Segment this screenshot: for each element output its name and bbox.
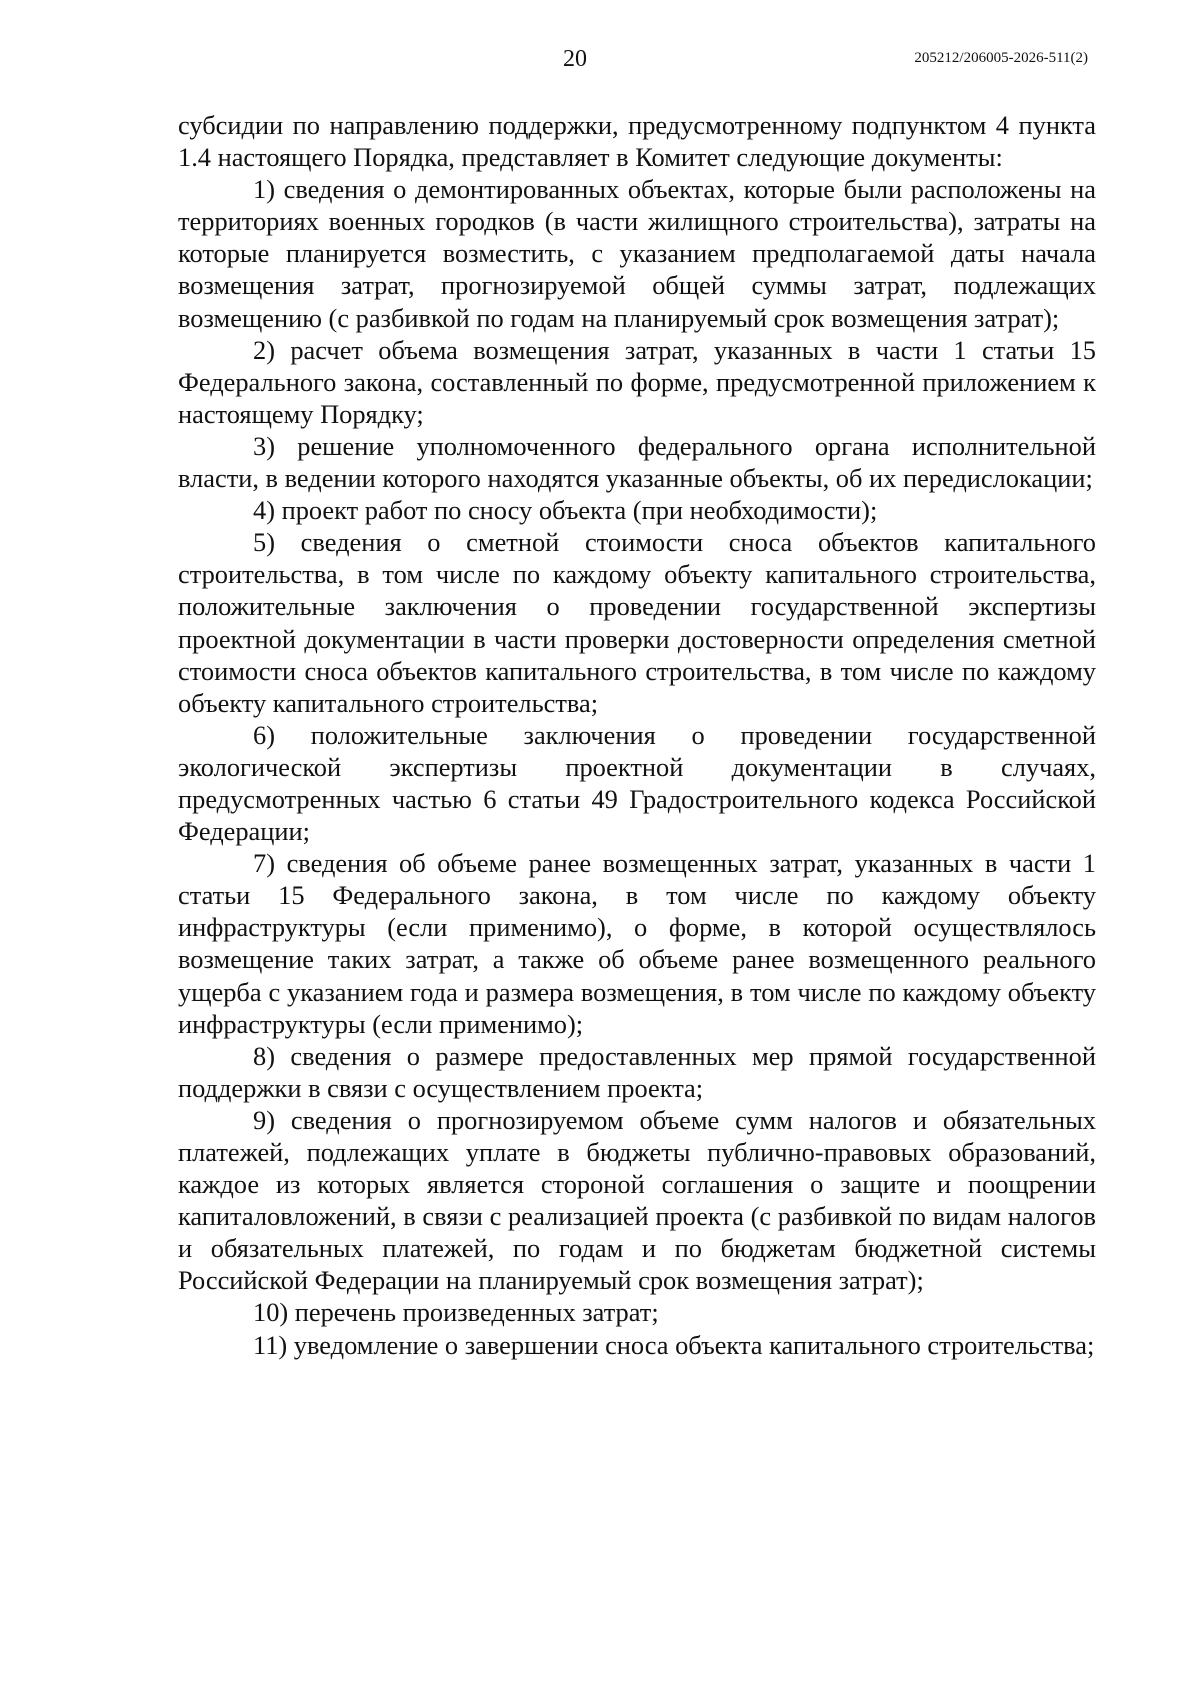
paragraph-item-7: 7) сведения об объеме ранее возмещенных затрат, указанных в части 1 статьи 15 Федерального закона, в том числе по каждому объекту инфраструктуры (если применимо), о форме, в которой осуществлялось возмещение таких затрат, а также об объеме ранее возмещенного реального ущерба с указанием года и размера возмещения, в том числе по каждому объекту инфраструктуры (если применимо); (178, 848, 1096, 1039)
paragraph-item-5: 5) сведения о сметной стоимости сноса объектов капитального строительства, в том числе по каждому объекту капитального строительства, положительные заключения о проведении государственной экспертизы проектной документации в части проверки достоверности определения сметной стоимости сноса объектов капитального строительства, в том числе по каждому объекту капитального строительства; (178, 527, 1096, 718)
paragraph-intro: субсидии по направлению поддержки, предусмотренному подпунктом 4 пункта 1.4 настоящего Порядка, представляет в Комитет следующие документы: (178, 110, 1096, 173)
paragraph-item-3: 3) решение уполномоченного федерального органа исполнительной власти, в ведении которого находятся указанные объекты, об их передислокации; (178, 430, 1096, 494)
paragraph-item-8: 8) сведения о размере предоставленных мер прямой государственной поддержки в связи с осуществлением проекта; (178, 1040, 1096, 1103)
paragraph-item-2: 2) расчет объема возмещения затрат, указанных в части 1 статьи 15 Федерального закона, составленный по форме, предусмотренной приложением к настоящему Порядку; (178, 334, 1096, 429)
paragraph-item-6: 6) положительные заключения о проведении государственной экологической экспертизы проектной документации в случаях, предусмотренных частью 6 статьи 49 Градостроительного кодекса Российской Федерации; (178, 719, 1096, 847)
document-body (178, 109, 1096, 1361)
document-code: 205212/206005-2026-511(2) (914, 50, 1088, 66)
page-number: 20 (563, 46, 587, 72)
paragraph-item-9: 9) сведения о прогнозируемом объеме сумм налогов и обязательных платежей, подлежащих уплате в бюджеты публично-правовых образований, каждое из которых является стороной соглашения о защите и поощрении капиталовложений, в связи с реализацией проекта (с разбивкой по видам налогов и обязательных платежей, по годам и по бюджетам бюджетной системы Российской Федерации на планируемый срок возмещения затрат); (178, 1104, 1096, 1296)
paragraph-item-10: 10) перечень произведенных затрат; (253, 1297, 659, 1328)
paragraph-item-1: 1) сведения о демонтированных объектах, которые были расположены на территориях военных городков (в части жилищного строительства), затраты на которые планируется возместить, с указанием предполагаемой даты начала возмещения затрат, прогнозируемой общей суммы затрат, подлежащих возмещению (с разбивкой по годам на планируемый срок возмещения затрат); (178, 174, 1096, 333)
paragraph-item-11: 11) уведомление о завершении сноса объекта капитального строительства; (253, 1329, 1095, 1360)
paragraph-item-4: 4) проект работ по сносу объекта (при необходимости); (253, 495, 878, 526)
